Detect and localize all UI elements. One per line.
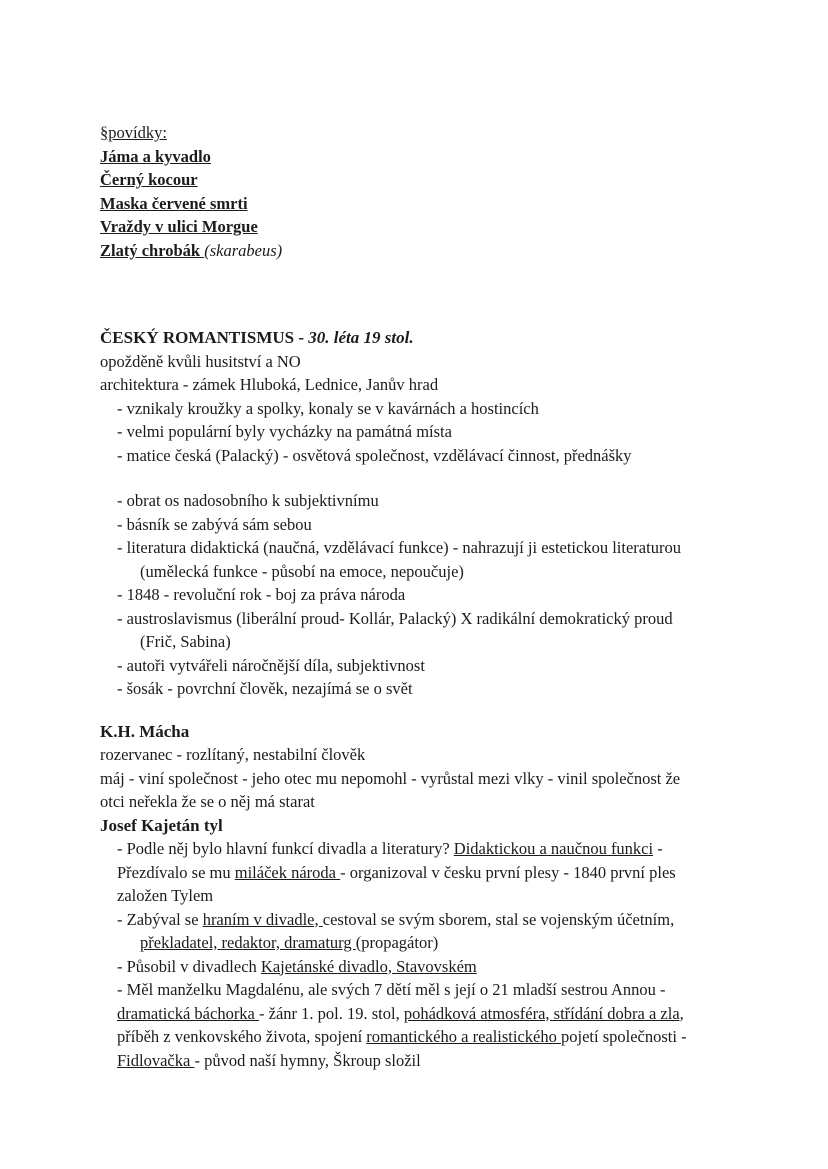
text-line: opožděně kvůli husitství a NO <box>100 351 301 371</box>
continuation-line <box>117 1025 778 1049</box>
underlined-segment: Didaktickou a naučnou funkci <box>453 839 654 858</box>
underlined-segment: Fidlovačka <box>117 1050 195 1070</box>
story-title <box>100 192 778 216</box>
text-segment: - Podle něj bylo hlavní funkcí divadla a literatury? <box>117 839 454 858</box>
text-line: máj - viní společnost - jeho otec mu nepomohl - vyrůstal mezi vlky - vinil společnost že <box>100 768 681 788</box>
underlined-segment: dramatická báchorka <box>117 1003 260 1023</box>
continuation-line: založen Tylem <box>117 886 214 905</box>
bullet-line <box>117 908 778 932</box>
text-segment: - Zabýval se <box>117 909 203 929</box>
text-segment: - organizoval v česku první plesy - 1840 první ples <box>340 862 676 882</box>
text-segment: pojetí společnosti - <box>561 1027 687 1046</box>
text-segment: Přezdívalo se mu <box>117 862 235 882</box>
bullet-line <box>117 837 778 861</box>
text-segment: cestoval se svým sborem, stal se vojenským účetním, <box>322 909 675 929</box>
story-title-text: Černý kocour <box>100 170 198 189</box>
bullet-line: - Měl manželku Magdalénu, ale svých 7 dětí měl s její o 21 mladší sestrou Annou - <box>117 980 666 999</box>
story-title-text: Zlatý chrobák <box>100 240 205 260</box>
story-title-text: Vraždy v ulici Morgue <box>100 217 258 236</box>
bullet-line: - vznikaly kroužky a spolky, konaly se v kavárnách a hostincích <box>117 398 539 418</box>
story-title-text: Jáma a kyvadlo <box>100 146 211 166</box>
section-heading-josef-kajetan-tyl: Josef Kajetán tyl <box>100 815 223 835</box>
underlined-segment: Kajetánské divadlo, Stavovském <box>260 956 477 976</box>
text-line: rozervanec - rozlítaný, nestabilní člověk <box>100 745 366 764</box>
heading-main-text: ČESKÝ ROMANTISMUS - <box>100 328 309 347</box>
continuation-line <box>140 931 778 955</box>
underlined-segment: romantického a realistického <box>366 1027 561 1046</box>
text-segment: - <box>653 839 663 858</box>
bullet-line: - literatura didaktická (naučná, vzdělávací funkce) - nahrazují ji estetickou literaturou <box>117 538 681 557</box>
story-title <box>100 239 778 263</box>
text-segment: příběh z venkovského života, spojení <box>117 1027 367 1046</box>
text-segment: (propagátor) <box>355 933 439 952</box>
continuation-line <box>117 861 778 885</box>
bullet-line: - obrat os nadosobního k subjektivnímu <box>117 491 379 510</box>
czech-romanticism-section <box>100 326 778 701</box>
story-title-note: (skarabeus) <box>204 240 283 260</box>
continuation-line: (Frič, Sabina) <box>140 632 231 651</box>
continuation-line <box>117 1049 778 1073</box>
text-line: architektura - zámek Hluboká, Lednice, Janův hrad <box>100 375 439 394</box>
text-segment: - Působil v divadlech <box>117 956 261 976</box>
bullet-line: - velmi populární byly vycházky na památná místa <box>117 422 452 441</box>
bullet-line: - šosák - povrchní člověk, nezajímá se o svět <box>117 679 413 698</box>
bullet-line: - básník se zabývá sám sebou <box>117 514 312 534</box>
bullet-line: - matice česká (Palacký) - osvětová společnost, vzdělávací činnost, přednášky <box>117 445 632 465</box>
story-title <box>100 145 778 169</box>
story-title <box>100 168 778 192</box>
josef-kajetan-tyl-section <box>100 814 778 1073</box>
story-title-text: Maska červené smrti <box>100 193 248 213</box>
section-heading-czech-romanticism <box>100 326 778 350</box>
underlined-segment: pohádková atmosféra, střídání dobra a zla, <box>403 1003 684 1023</box>
continuation-line <box>117 1002 778 1026</box>
bullet-line: - 1848 - revoluční rok - boj za práva národa <box>117 585 406 604</box>
underlined-segment: hraním v divadle, <box>202 909 323 929</box>
stories-list-section <box>100 121 778 262</box>
stories-heading <box>100 121 778 145</box>
underlined-segment: překladatel, redaktor, dramaturg <box>140 933 356 952</box>
text-line: otci neřekla že se o něj má starat <box>100 792 315 811</box>
story-title <box>100 215 778 239</box>
continuation-line: (umělecká funkce - působí na emoce, nepoučuje) <box>140 561 464 581</box>
text-segment: - žánr 1. pol. 19. stol, <box>259 1003 404 1023</box>
stories-heading-text: §povídky: <box>100 123 167 142</box>
section-heading-kh-macha: K.H. Mácha <box>100 721 190 741</box>
kh-macha-section <box>100 720 778 814</box>
bullet-line <box>117 955 778 979</box>
bullet-line: - autoři vytvářeli náročnější díla, subjektivnost <box>117 655 425 675</box>
bullet-line: - austroslavismus (liberální proud- Kollár, Palacký) X radikální demokratický proud <box>117 608 673 628</box>
heading-italic-text: 30. léta 19 stol. <box>308 328 414 347</box>
text-segment: - původ naší hymny, Škroup složil <box>194 1050 421 1070</box>
underlined-segment: miláček národa <box>234 862 341 882</box>
